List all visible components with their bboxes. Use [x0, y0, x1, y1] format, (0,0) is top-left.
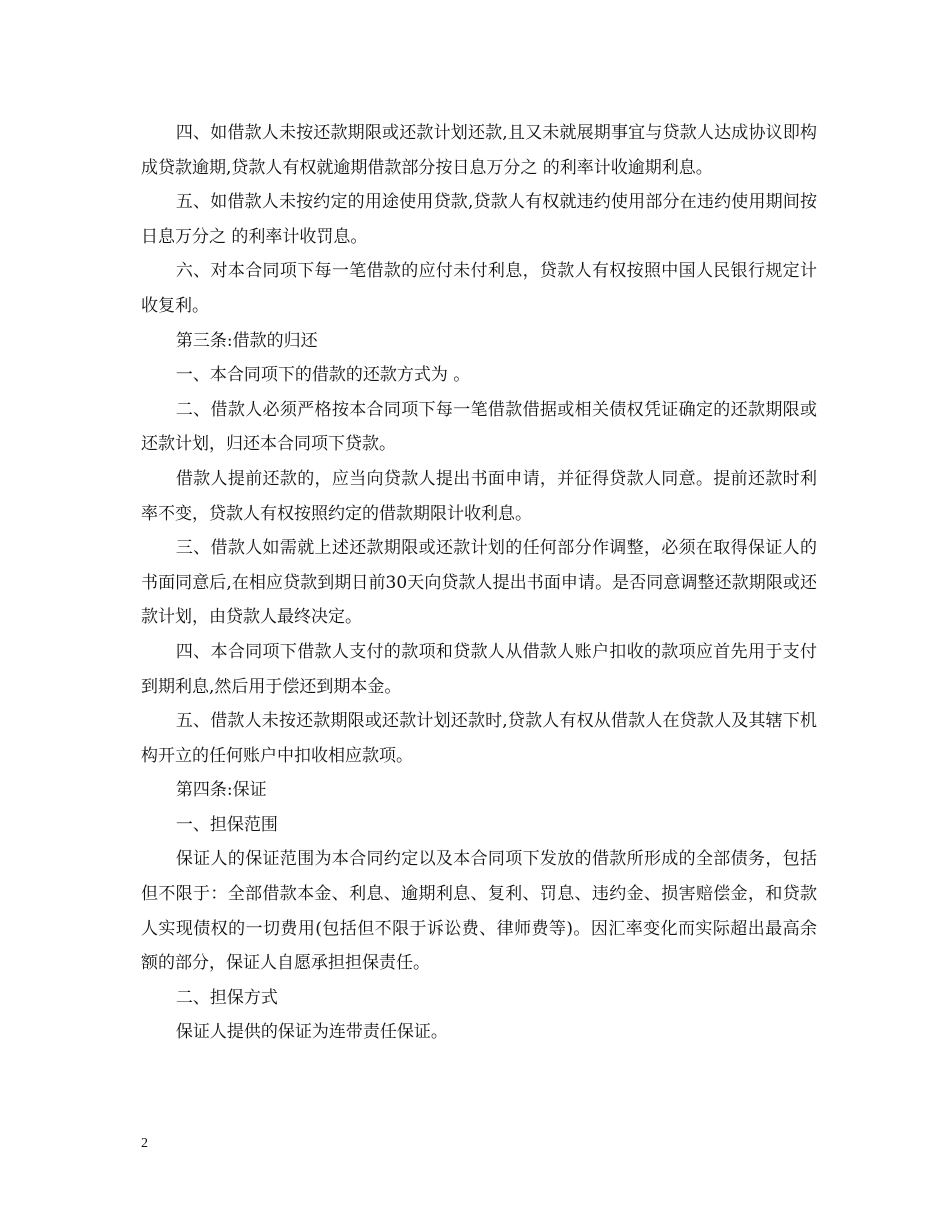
paragraph-early-repayment: 借款人提前还款的，应当向贷款人提出书面申请，并征得贷款人同意。提前还款时利率不变，贷款人有权按照约定的借款期限计收利息。 [141, 468, 817, 524]
page-number: 2 [141, 1136, 148, 1151]
section-heading-article-4: 第四条:保证 [175, 780, 267, 801]
paragraph-clause-6-compound-interest: 六、对本合同项下每一笔借款的应付未付利息，贷款人有权按照中国人民银行规定计收复利。 [141, 261, 817, 316]
paragraph-account-deduction: 五、借款人未按还款期限或还款计划还款时,贷款人有权从借款人在贷款人及其辖下机构开立的任何账户中扣收相应款项。 [141, 711, 817, 766]
paragraph-clause-4-overdue-interest: 四、如借款人未按还款期限或还款计划还款,且又未就展期事宜与贷款人达成协议即构成贷款逾期,贷款人有权就逾期借款部分按日息万分之 的利率计收逾期利息。 [141, 123, 817, 178]
paragraph-guarantee-scope: 保证人的保证范围为本合同约定以及本合同项下发放的借款所形成的全部债务，包括但不限于：全部借款本金、利息、逾期利息、复利、罚息、违约金、损害赔偿金，和贷款人实现债权的一切费用(包括但不限于诉讼费、律师费等)。因汇率变化而实际超出最高余额的部分，保证人自愿承担担保责任。 [141, 849, 817, 974]
section-heading-article-3: 第三条:借款的归还 [175, 330, 318, 351]
paragraph-repayment-schedule: 二、借款人必须严格按本合同项下每一笔借款借据或相关债权凭证确定的还款期限或还款计划，归还本合同项下贷款。 [141, 399, 817, 455]
paragraph-payment-application: 四、本合同项下借款人支付的款项和贷款人从借款人账户扣收的款项应首先用于支付到期利息,然后用于偿还到期本金。 [141, 641, 817, 697]
subheading-guarantee-method: 二、担保方式 [175, 987, 278, 1008]
paragraph-clause-5-penalty-interest: 五、如借款人未按约定的用途使用贷款,贷款人有权就违约使用部分在违约使用期间按日息万分之 的利率计收罚息。 [141, 192, 817, 247]
document-body [141, 116, 817, 1050]
paragraph-schedule-adjustment: 三、借款人如需就上述还款期限或还款计划的任何部分作调整，必须在取得保证人的书面同意后,在相应贷款到期日前30天向贷款人提出书面申请。是否同意调整还款期限或还款计划，由贷款人最终决定。 [141, 538, 817, 628]
paragraph-guarantee-method: 保证人提供的保证为连带责任保证。 [175, 1022, 448, 1043]
subheading-guarantee-scope: 一、担保范围 [175, 814, 278, 835]
paragraph-repayment-method: 一、本合同项下的借款的还款方式为 。 [175, 365, 471, 386]
